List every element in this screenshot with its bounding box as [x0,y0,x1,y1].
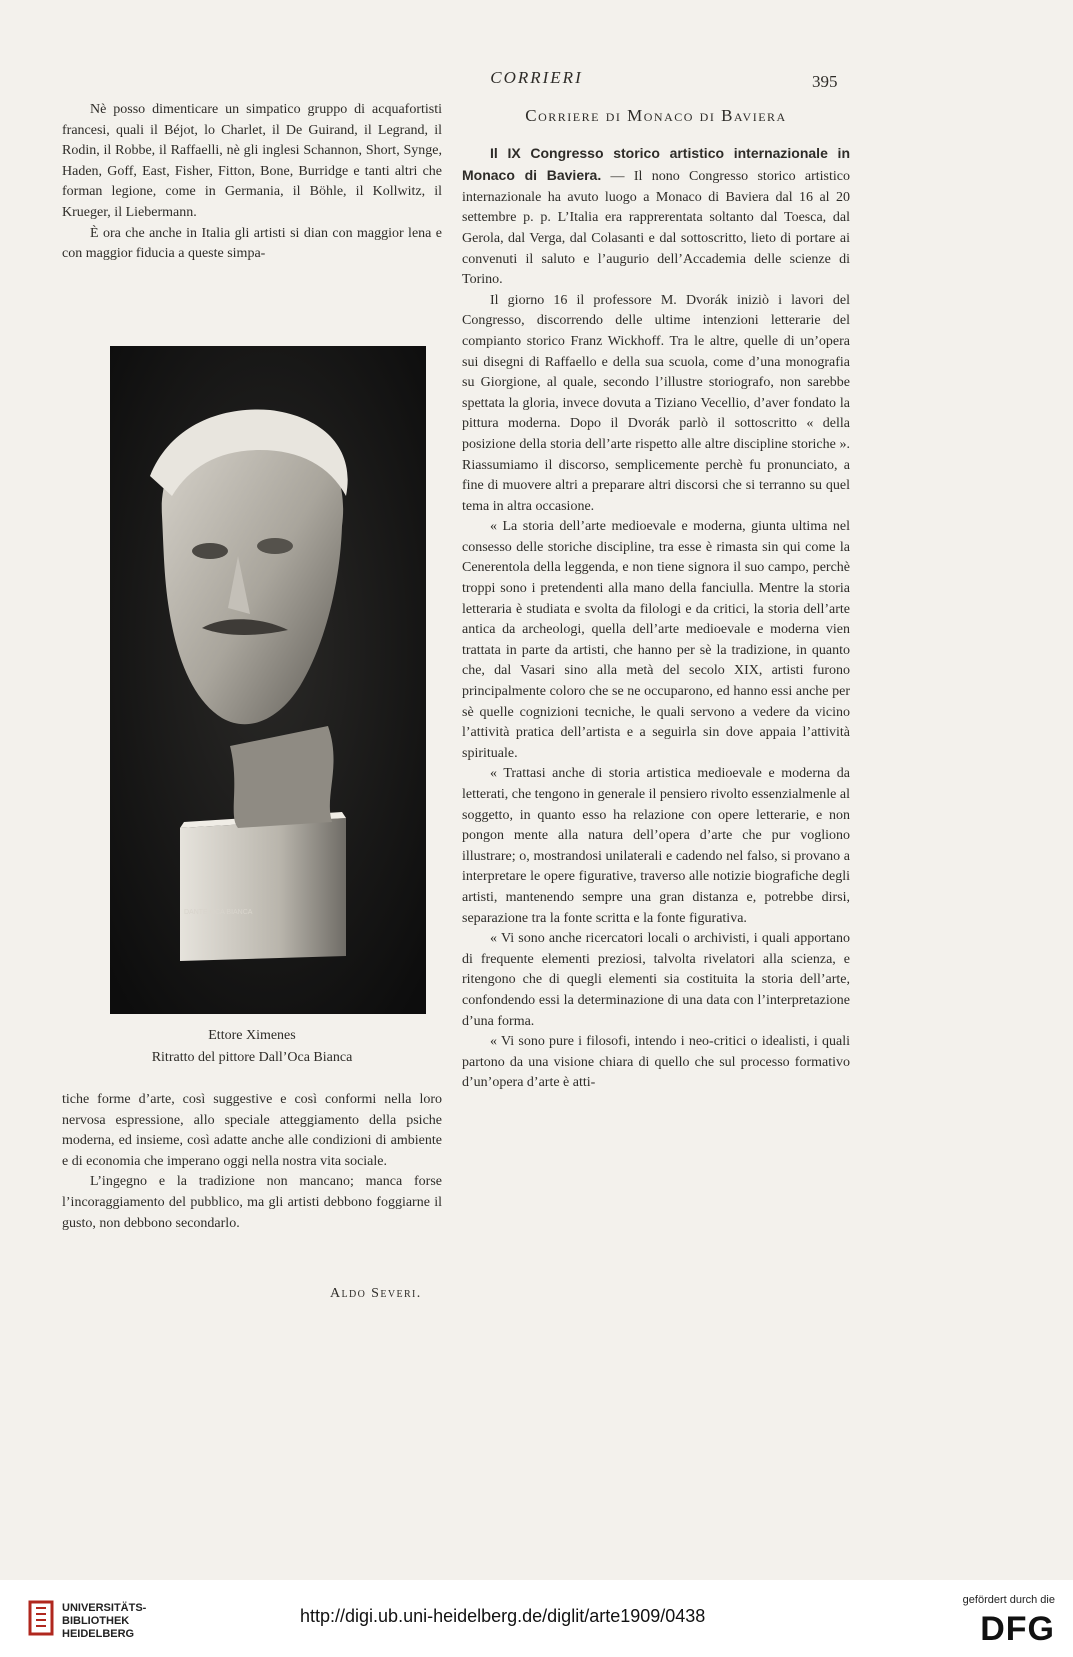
paragraph: Il giorno 16 il professore M. Dvorák iniziò i lavori del Congresso, discorrendo delle ultime intenzioni letterarie del compianto storico Franz Wickhoff. Tra le altre, quelle di un’opera sui disegni di Raffaello e della sua scuola, come d’una monografia su Giorgione, al quale, secondo l’illustre storiografo, non sarebbe spettata la gloria, invece dovuta a Tiziano Vecellio, d’aver fondato la pittura moderna. Dopo il Dvorák parlò il sottoscritto « della posizione della storia dell’arte rispetto alle altre discipline storiche ». Riassumiamo il discorso, semplicemente perchè fu pronunciato, a fine di muovere altri a preparare altri discorsi che si terranno su quel tema in altra occasione. [462,292,850,514]
library-line: BIBLIOTHEK [62,1615,130,1627]
library-name [62,1602,146,1641]
paragraph: Nè posso dimenticare un simpatico gruppo di acquafortisti francesi, quali il Béjot, lo Charlet, il De Guirand, il Legrand, il Rodin, il Robbe, il Raffaelli, nè gli inglesi Schannon, Short, Synge, Haden, Goff, East, Fisher, Fitton, Bone, Burridge e tanti altri che forman legione, come in Germania, il Böhle, il Kollwitz, il Krueger, il Liebermann. [62,102,442,220]
paragraph: L’ingegno e la tradizione non mancano; manca forse l’incoraggiamento del pubblico, ma gli artisti debbono foggiarne il gusto, non debbono secondarlo. [62,1174,442,1231]
funding-note: gefördert durch die [962,1594,1055,1606]
section-title: Corriere di Monaco di Baviera [525,106,787,125]
dfg-logo: DFG [980,1610,1055,1648]
paragraph: « Vi sono pure i filosofi, intendo i neo-critici o idealisti, i quali partono da una visione chiara di quello che sul processo formativo d’un’opera d’arte è atti- [462,1034,850,1091]
figure-caption-title: Ritratto del pittore Dall’Oca Bianca [151,1050,353,1065]
lead-paragraph [462,143,850,291]
running-title: CORRIERI [490,68,583,87]
paragraph: È ora che anche in Italia gli artisti si dian con maggior lena e con maggior fiducia a queste simpa- [62,225,442,262]
paragraph: tiche forme d’arte, così suggestive e così conformi nella loro nervosa espressione, allo speciale atteggiamento della psiche moderna, ed insieme, così adatte anche alle condizioni di ambiente e di economia che imperano oggi nella nostra vita sociale. [62,1092,442,1169]
lead-heading: Il IX Congresso storico artistico internazionale in Monaco di Baviera. [462,144,850,184]
paragraph: « La storia dell’arte medioevale e moderna, giunta ultima nel consesso delle storiche discipline, tra esse è rimasta sin qui come la Cenerentola della leggenda, e non tiene signora il suo campo, perchè troppi sono i pretendenti alla mano della fanciulla. Mentre la storia letteraria è studiata e svolta da filologi e da critici, la storia dell’arte antica da archeologi, quella dell’arte medioevale e moderna vien trattata in parte da artisti, che hanno per sè la tradizione, in quanto che, dal Vasari sino alla metà del secolo XIX, artisti furono principalmente coloro che se ne occuparono, ed hanno essi anche per sè quelle cognizioni tecniche, le quali servono a vedere da vicino l’attività pratica dell’artista e a seguirla sin dove appaia l’attività spirituale. [462,519,850,761]
library-line: HEIDELBERG [62,1628,135,1640]
paragraph: « Trattasi anche di storia artistica medioevale e moderna da letterati, che tengono in generale il pensiero rivolto essenzialmenle al soggetto, in quanto esso ha relazione con opere letterarie, e non pongon mente alla natura dell’opera d’arte che pur vogliono illustrare; o, mostrandosi unilaterali e cadendo nel falso, si provano a interpretare le opere figurative, traverso alle notizie biografiche degli artisti, mantenendo sempre una gran distanza e, potrebbe dirsi, separazione tra la fonte scritta e la fonte figurativa. [462,766,850,926]
figure-caption-artist: Ettore Ximenes [208,1028,296,1043]
sculpture-photo [110,346,426,1014]
left-column-bottom [62,1090,442,1234]
library-line: UNIVERSITÄTS- [62,1602,147,1614]
lead-text: — Il nono Congresso storico artistico internazionale ha avuto luogo a Monaco di Baviera dal 16 al 20 settembre p. p. L’Italia era rapprerentata soltanto dal Toesca, dal Gerola, dal Verga, dal Colasanti e dal sottoscritto, lieto di portare ai convenuti il saluto e l’augurio dell’Accademia delle scienze di Torino. [462,169,850,288]
left-column-top [62,100,442,265]
paragraph: « Vi sono anche ricercatori locali o archivisti, i quali apportano di frequente elementi preziosi, talvolta rivelatori alla scienza, e ritengono che di quegli elementi sia costituita la storia dell’arte, confondendo essi la determinazione di una data con l’interpretazione d’una forma. [462,931,850,1029]
author-signature: Aldo Severi. [330,1286,422,1301]
right-column [462,106,850,1094]
source-url-link[interactable]: http://digi.ub.uni-heidelberg.de/diglit/arte1909/0438 [300,1606,706,1626]
page-number: 395 [812,72,838,91]
library-logo-icon [26,1600,56,1636]
footer-bar [0,1580,1073,1657]
plate-inscription: DANTE OCA BIANCA [184,909,253,916]
